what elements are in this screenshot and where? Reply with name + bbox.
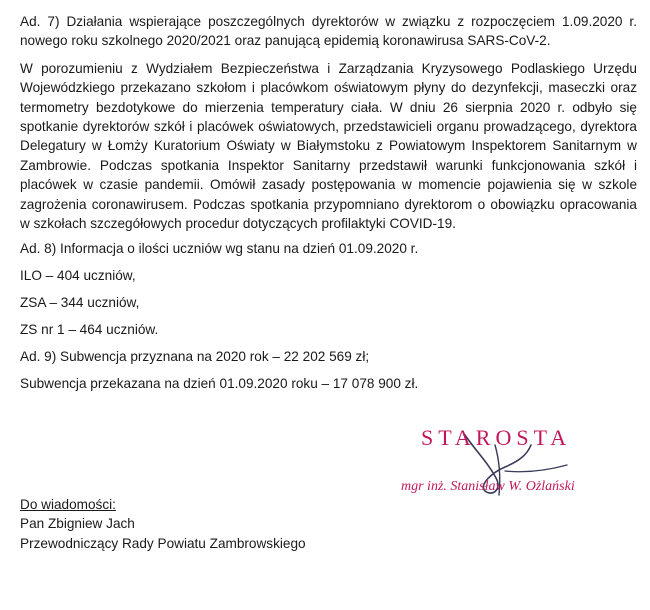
stamp-title: STAROSTA [421, 425, 572, 450]
student-count-zsa: ZSA – 344 uczniów, [20, 295, 140, 311]
starosta-stamp [395, 425, 605, 505]
student-count-zs1: ZS nr 1 – 464 uczniów. [20, 322, 159, 338]
section-9-transferred: Subwencja przekazana na dzień 01.09.2020 roku – 17 078 900 zł. [20, 376, 419, 392]
stamp-official-name: mgr inż. Stanisław W. Ożlański [401, 479, 575, 494]
section-8-heading: Ad. 8) Informacja o ilości uczniów wg stanu na dzień 01.09.2020 r. [20, 241, 419, 257]
student-count-ilo: ILO – 404 uczniów, [20, 268, 136, 284]
section-7-body: W porozumieniu z Wydziałem Bezpieczeństwa i Zarządzania Kryzysowego Podlaskiego Urzędu Wojewódzkiego przekazano szkołom i placówkom oświatowym płyny do dezynfekcji, maseczki oraz termometry bezdotykowe do mierzenia temperatury ciała. W dniu 26 sierpnia 2020 r. odbyło się spotkanie dyrektorów szkół i placówek oświatowych, przedstawicieli organu prowadzącego, dyrektora Delegatury w Łomży Kuratorium Oświaty w Białymstoku z Powiatowym Inspektorem Sanitarnym w Zambrowie. Podczas spotkania Inspektor Sanitarny przedstawił warunki funkcjonowania szkół i placówek w czasie pandemii. Omówił zasady postępowania w momencie pojawienia się w szkole zagrożenia coronawirusem. Podczas spotkania przypomniano dyrektorom o obowiązku opracowania w szkołach szczegółowych procedur dotyczących profilaktyki COVID-19. [20, 60, 637, 232]
recipients-heading: Do wiadomości: [20, 497, 116, 512]
recipients-block [20, 495, 306, 553]
document-body [20, 12, 637, 393]
section-9-heading: Ad. 9) Subwencja przyznana na 2020 rok – 22 202 569 zł; [20, 349, 370, 365]
recipient-title: Przewodniczący Rady Powiatu Zambrowskiego [20, 535, 306, 551]
section-7-heading: Ad. 7) Działania wspierające poszczególnych dyrektorów w związku z rozpoczęciem 1.09.2020 r. nowego roku szkolnego 2020/2021 oraz panującą epidemią koronawirusa SARS-CoV-2. [20, 14, 637, 49]
recipient-name: Pan Zbigniew Jach [20, 516, 135, 532]
